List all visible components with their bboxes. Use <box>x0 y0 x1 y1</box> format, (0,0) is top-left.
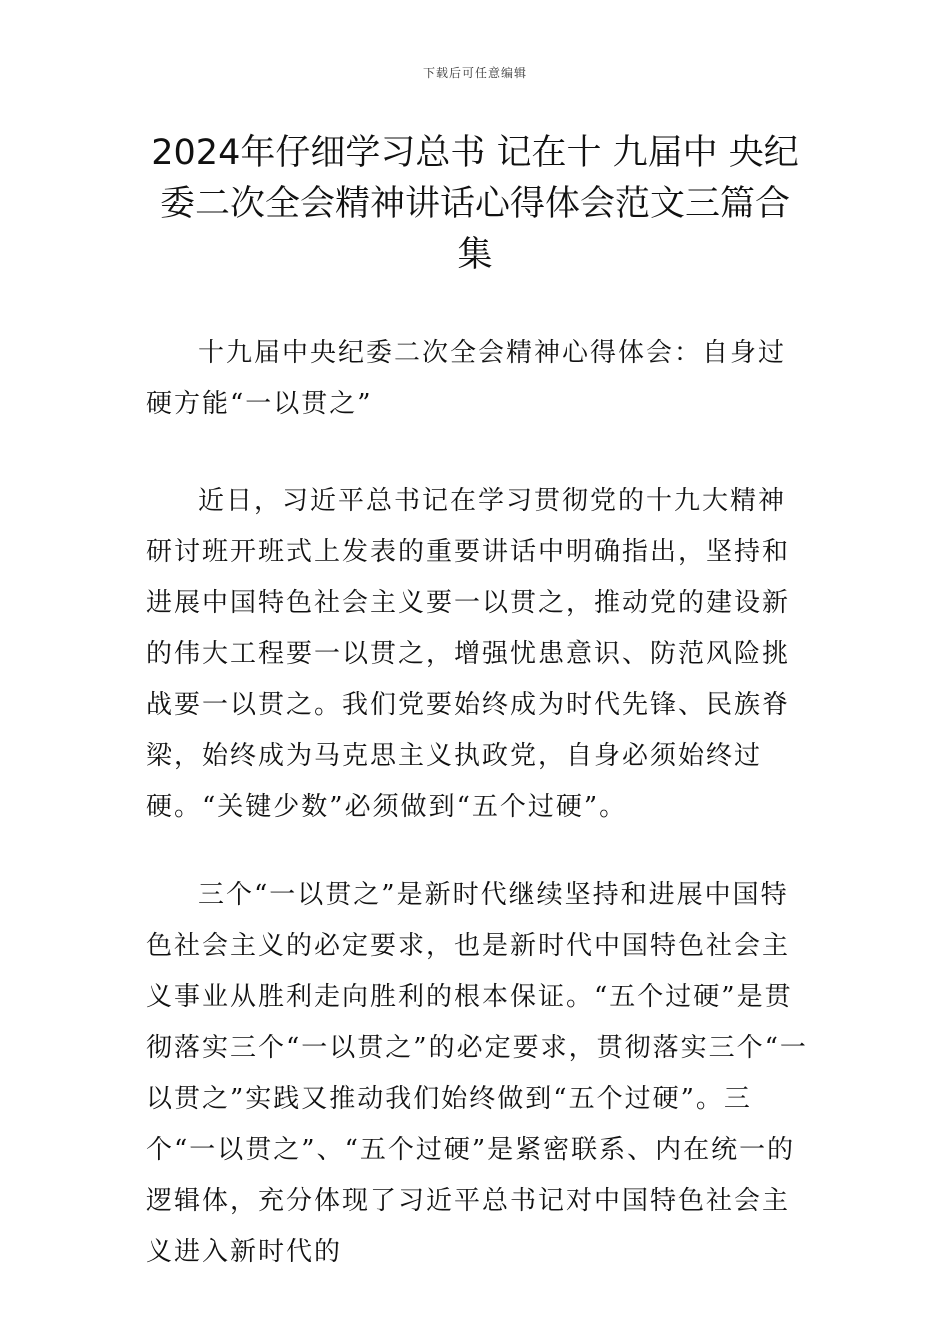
title-line: 委二次全会精神讲话心得体会范文三篇合 <box>159 184 790 224</box>
paragraph: 近日，习近平总书记在学习贯彻党的十九大精神研讨班开班式上发表的重要讲话中明确指出，坚持和进展中国特色社会主义要一以贯之，推动党的建设新的伟大工程要一以贯之，增强忧患意识、防范风险挑战要一以贯之。我们党要始终成为时代先锋、民族脊梁，始终成为马克思主义执政党，自身必须始终过硬。“关键少数”必须做到“五个过硬”。 <box>146 486 791 822</box>
title-line: 2024年仔细学习总书 记在十 九届中 央纪 <box>151 133 799 173</box>
section-heading: 十九届中央纪委二次全会精神心得体会：自身过硬方能“一以贯之” <box>146 338 787 419</box>
title-line: 集 <box>457 235 493 275</box>
paragraph-block <box>146 870 810 1278</box>
header-note: 下载后可任意编辑 <box>422 66 527 80</box>
paragraph: 三个“一以贯之”是新时代继续坚持和进展中国特色社会主义的必定要求，也是新时代中国特色社会主义事业从胜利走向胜利的根本保证。“五个过硬”是贯彻落实三个“一以贯之”的必定要求，贯彻落实三个“一以贯之”实践又推动我们始终做到“五个过硬”。三个“一以贯之”、“五个过硬”是紧密联系、内在统一的逻辑体，充分体现了习近平总书记对中国特色社会主义进入新时代的 <box>146 880 808 1267</box>
section-heading-block <box>146 328 810 430</box>
paragraph-block <box>146 476 810 833</box>
document-title <box>120 128 830 281</box>
